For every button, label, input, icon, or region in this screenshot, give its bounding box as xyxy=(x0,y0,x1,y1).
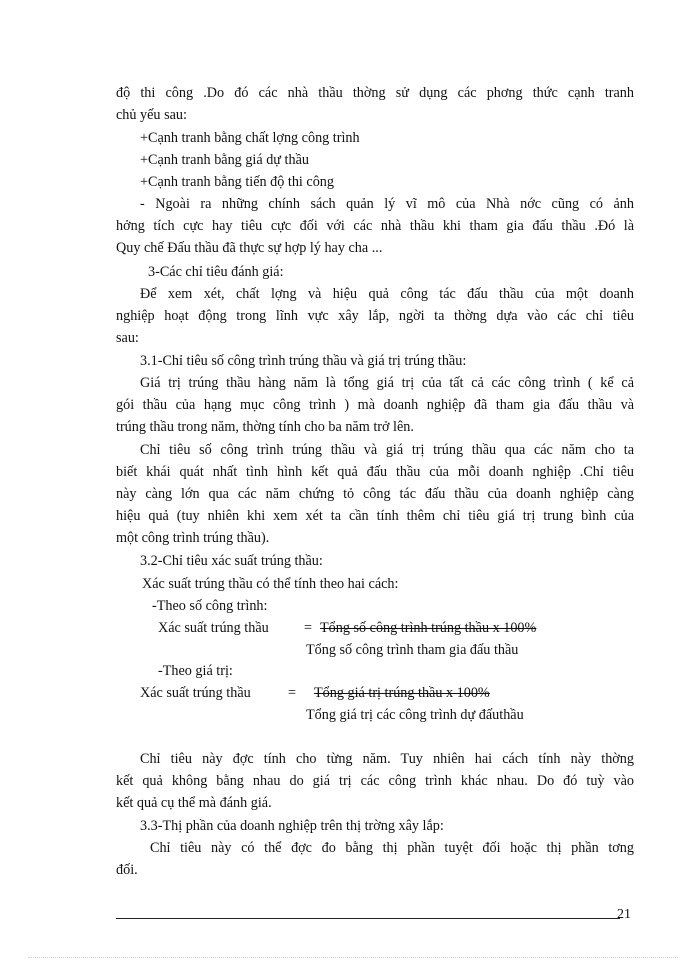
text-line: Xác suất trúng thầu có thể tính theo hai cách: xyxy=(142,576,399,592)
section-heading: 3.2-Chỉ tiêu xác suất trúng thầu: xyxy=(140,553,323,569)
footer-rule xyxy=(116,918,620,919)
text-line: này càng lớn qua các năm chứng tỏ công tác đấu thầu của doanh nghiệp càng xyxy=(116,486,634,502)
formula-denominator: Tổng số công trình tham gia đấu thầu xyxy=(306,642,519,658)
text-line: kết quả không bằng nhau do giá trị các công trình khác nhau. Do đó tuỳ vào xyxy=(116,773,634,789)
bullet-line: +Cạnh tranh bằng giá dự thầu xyxy=(140,152,309,168)
text-line: Để xem xét, chất lợng và hiệu quả công tác đấu thầu của một doanh xyxy=(140,286,634,302)
section-heading: 3.1-Chỉ tiêu số công trình trúng thầu và giá trị trúng thầu: xyxy=(140,353,467,369)
formula-denominator: Tổng giá trị các công trình dự đấuthầu xyxy=(306,707,524,723)
text-line: Chỉ tiêu số công trình trúng thầu và giá trị trúng thầu qua các năm cho ta xyxy=(140,442,634,458)
text-line: hiệu quả (tuy nhiên khi xem xét ta cần tính thêm chỉ tiêu giá trị trung bình của xyxy=(116,508,634,524)
bullet-line: +Cạnh tranh bằng tiến độ thi công xyxy=(140,174,334,190)
text-line: biết khái quát nhất tình hình kết quả đấu thầu của mỗi doanh nghiệp .Chỉ tiêu xyxy=(116,464,634,480)
formula-equals: = xyxy=(304,620,313,636)
text-line: nghiệp hoạt động trong lĩnh vực xây lắp, ngời ta thờng dựa vào các chỉ tiêu xyxy=(116,308,634,324)
formula-label: Xác suất trúng thầu xyxy=(158,620,269,636)
section-heading: 3-Các chỉ tiêu đánh giá: xyxy=(148,264,284,280)
text-line: Chỉ tiêu này có thể đợc đo bằng thị phần tuyệt đối hoặc thị phần tơng xyxy=(150,840,634,856)
text-line: đối. xyxy=(116,862,138,878)
text-line: hởng tích cực hay tiêu cực đối với các nhà thầu khi tham gia đấu thầu .Đó là xyxy=(116,218,634,234)
text-line: sau: xyxy=(116,330,139,346)
text-line: -Theo số công trình: xyxy=(152,598,268,614)
text-line: gói thầu của hạng mục công trình ) mà doanh nghiệp đã tham gia đấu thầu và xyxy=(116,397,634,413)
text-line: kết quả cụ thể mà đánh giá. xyxy=(116,795,272,811)
page-edge-dotted-line xyxy=(28,957,678,958)
text-line: - Ngoài ra những chính sách quản lý vĩ mô của Nhà nớc cũng có ảnh xyxy=(140,196,634,212)
text-line: Quy chế Đấu thầu đã thực sự hợp lý hay cha ... xyxy=(116,240,383,256)
formula-label: Xác suất trúng thầu xyxy=(140,685,251,701)
text-line: Giá trị trúng thầu hàng năm là tổng giá trị của tất cả các công trình ( kể cả xyxy=(140,375,634,391)
text-line: độ thi công .Do đó các nhà thầu thờng sử dụng các phơng thức cạnh tranh xyxy=(116,85,634,101)
section-heading: 3.3-Thị phần của doanh nghiệp trên thị trờng xây lắp: xyxy=(140,818,444,834)
page-number: 21 xyxy=(617,907,631,922)
text-line: Chỉ tiêu này đợc tính cho từng năm. Tuy nhiên hai cách tính này thờng xyxy=(140,751,634,767)
formula-equals: = xyxy=(288,685,297,701)
bullet-line: +Cạnh tranh bằng chất lợng công trình xyxy=(140,130,360,146)
formula-numerator: Tổng giá trị trúng thầu x 100% xyxy=(314,685,490,701)
text-line: trúng thầu trong năm, thờng tính cho ba năm trở lên. xyxy=(116,419,414,435)
formula-numerator: Tổng số công trình trúng thầu x 100% xyxy=(320,620,537,636)
text-line: một công trình trúng thầu). xyxy=(116,530,270,546)
text-line: -Theo giá trị: xyxy=(158,663,233,679)
text-line: chủ yếu sau: xyxy=(116,107,187,123)
